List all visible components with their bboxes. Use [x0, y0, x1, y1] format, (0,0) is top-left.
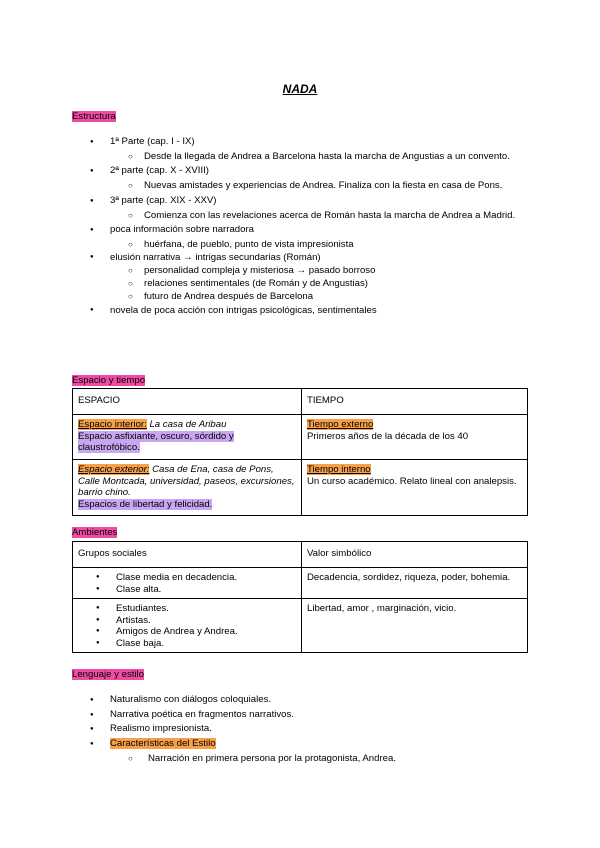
label-tiempo-externo: Tiempo externo	[307, 419, 374, 430]
table-header-cell: TIEMPO	[302, 389, 528, 415]
list-item: ● 2ª parte (cap. X - XVIII)	[72, 164, 532, 179]
caracteristicas-estilo-text: Características del Estilo	[110, 738, 216, 750]
place-espacio-exterior: Casa de Ena, casa de Pons, Calle Montcada, universidad, paseos, excursiones, barrio chino.	[78, 464, 295, 498]
list-item: ● Clase alta.	[78, 584, 296, 596]
table-row	[73, 542, 528, 568]
sub-list-item: ○ Desde la llegada de Andrea a Barcelona hasta la marcha de Angustias a un convento.	[72, 150, 532, 165]
section-heading-estructura	[72, 111, 116, 122]
label-tiempo-interno: Tiempo interno	[307, 464, 371, 475]
section-heading-lenguaje	[72, 669, 144, 680]
table-header-cell: Grupos sociales	[73, 542, 302, 568]
place-espacio-interior: La casa de Aribau	[146, 419, 227, 430]
table-cell	[73, 568, 302, 599]
label-espacio-exterior: Espacio exterior:	[78, 464, 150, 475]
table-cell	[302, 460, 528, 516]
sub-list-item: ○ Narración en primera persona por la protagonista, Andrea.	[72, 752, 532, 767]
table-header-cell: ESPACIO	[73, 389, 302, 415]
sub-list-item: ○ Nuevas amistades y experiencias de Andrea. Finaliza con la fiesta en casa de Pons.	[72, 179, 532, 194]
table-row	[73, 415, 528, 460]
desc-tiempo-interno: Un curso académico. Relato lineal con analepsis.	[307, 475, 517, 487]
list-item: ● Amigos de Andrea y Andrea.	[78, 626, 296, 638]
heading-lenguaje-text: Lenguaje y estilo	[72, 669, 145, 680]
list-item: ● Clase baja.	[78, 638, 296, 650]
table-row	[73, 568, 528, 599]
table-cell	[73, 460, 302, 516]
espacio-tiempo-table	[72, 388, 528, 516]
table-header-cell: Valor simbólico	[302, 542, 528, 568]
desc-espacio-exterior: Espacios de libertad y felicidad.	[78, 498, 213, 510]
list-item: ● Realismo impresionista.	[72, 722, 532, 737]
table-row	[73, 599, 528, 653]
list-item: ● Artistas.	[78, 615, 296, 627]
table-cell	[302, 415, 528, 460]
section-heading-espacio	[72, 375, 145, 386]
table-cell: Decadencia, sordidez, riqueza, poder, bohemia.	[302, 568, 528, 599]
list-item: ● novela de poca acción con intrigas psicológicas, sentimentales	[72, 303, 532, 318]
table-cell	[73, 599, 302, 653]
sub-list-item: ○ relaciones sentimentales (de Román y de Angustias)	[72, 277, 532, 290]
table-row	[73, 460, 528, 516]
list-item: ● poca información sobre narradora	[72, 223, 532, 238]
list-item: ● elusión narrativa → intrigas secundarias (Román)	[72, 251, 532, 264]
sub-list-item: ○ Comienza con las revelaciones acerca de Román hasta la marcha de Andrea a Madrid.	[72, 209, 532, 224]
list-item: ● Narrativa poética en fragmentos narrativos.	[72, 708, 532, 723]
estructura-list	[72, 135, 532, 318]
list-item: ● Clase media en decadencia.	[78, 572, 296, 584]
desc-tiempo-externo: Primeros años de la década de los 40	[307, 430, 469, 442]
table-cell	[73, 415, 302, 460]
heading-ambientes-text: Ambientes	[72, 527, 118, 538]
grupos-list	[78, 572, 296, 595]
section-heading-ambientes	[72, 527, 117, 538]
grupos-list	[78, 603, 296, 649]
table-cell: Libertad, amor , marginación, vicio.	[302, 599, 528, 653]
list-item	[72, 737, 532, 752]
ambientes-table	[72, 541, 528, 653]
label-espacio-interior: Espacio interior:	[78, 419, 147, 430]
sub-list-item: ○ futuro de Andrea después de Barcelona	[72, 290, 532, 303]
page-title: NADA	[282, 82, 318, 96]
list-item: ● Estudiantes.	[78, 603, 296, 615]
heading-estructura-text: Estructura	[72, 111, 116, 122]
sub-list-item: ○ personalidad compleja y misteriosa → pasado borroso	[72, 264, 532, 277]
list-item: ● 3ª parte (cap. XIX - XXV)	[72, 194, 532, 209]
heading-espacio-text: Espacio y tiempo	[72, 375, 146, 386]
list-item: ● 1ª Parte (cap. I - IX)	[72, 135, 532, 150]
desc-espacio-interior: Espacio asfixiante, oscuro, sórdido y claustrofóbico.	[78, 430, 234, 453]
lenguaje-list	[72, 693, 532, 767]
sub-list-item: ○ huérfana, de pueblo, punto de vista impresionista	[72, 238, 532, 251]
list-item: ● Naturalismo con diálogos coloquiales.	[72, 693, 532, 708]
table-row	[73, 389, 528, 415]
